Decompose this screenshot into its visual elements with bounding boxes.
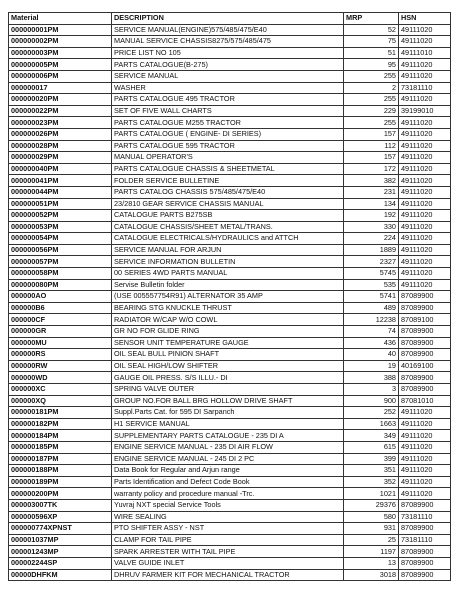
material-cell: 000000182PM — [9, 418, 112, 430]
material-cell: 000000187PM — [9, 453, 112, 465]
description-cell: PARTS CATALOGUE M255 TRACTOR — [112, 117, 344, 129]
material-cell: 000000053PM — [9, 221, 112, 233]
mrp-cell: 19 — [344, 360, 399, 372]
mrp-cell: 2327 — [344, 256, 399, 268]
description-cell: Servise Bulletin folder — [112, 279, 344, 291]
mrp-cell: 1197 — [344, 546, 399, 558]
description-cell: PARTS CATALOGUE ( ENGINE- DI SERIES) — [112, 128, 344, 140]
table-row — [9, 360, 451, 372]
table-row — [9, 268, 451, 280]
hsn-cell: 49111020 — [399, 418, 451, 430]
hsn-cell: 73181110 — [399, 511, 451, 523]
mrp-cell: 12238 — [344, 314, 399, 326]
hsn-cell: 87081010 — [399, 395, 451, 407]
mrp-cell: 75 — [344, 36, 399, 48]
mrp-cell: 74 — [344, 326, 399, 338]
description-cell: RADIATOR W/CAP W/O COWL — [112, 314, 344, 326]
hsn-cell: 49111020 — [399, 244, 451, 256]
mrp-cell: 51 — [344, 47, 399, 59]
hsn-cell: 49111020 — [399, 59, 451, 71]
table-row — [9, 372, 451, 384]
description-cell: SENSOR UNIT TEMPERATURE GAUGE — [112, 337, 344, 349]
hsn-cell: 49111010 — [399, 47, 451, 59]
mrp-cell: 615 — [344, 441, 399, 453]
table-row — [9, 534, 451, 546]
material-cell: 000000044PM — [9, 186, 112, 198]
description-cell: GROUP NO.FOR BALL BRG HOLLOW DRIVE SHAFT — [112, 395, 344, 407]
hsn-cell: 49111020 — [399, 163, 451, 175]
description-cell: PARTS CATALOG CHASSIS 575/485/475/E40 — [112, 186, 344, 198]
mrp-cell: 252 — [344, 407, 399, 419]
table-row — [9, 210, 451, 222]
table-row — [9, 430, 451, 442]
mrp-cell: 224 — [344, 233, 399, 245]
mrp-cell: 134 — [344, 198, 399, 210]
material-cell: 000000RS — [9, 349, 112, 361]
mrp-cell: 95 — [344, 59, 399, 71]
material-cell: 000001243MP — [9, 546, 112, 558]
mrp-cell: 352 — [344, 476, 399, 488]
hsn-cell: 49111020 — [399, 94, 451, 106]
material-cell: 000000058PM — [9, 268, 112, 280]
table-row — [9, 47, 451, 59]
description-cell: PARTS CATALOGUE CHASSIS & SHEETMETAL — [112, 163, 344, 175]
table-row — [9, 569, 451, 581]
material-cell: 000000RW — [9, 360, 112, 372]
material-cell: 000000057PM — [9, 256, 112, 268]
mrp-cell: 25 — [344, 534, 399, 546]
description-cell: PARTS CATALOGUE 595 TRACTOR — [112, 140, 344, 152]
mrp-cell: 349 — [344, 430, 399, 442]
mrp-cell: 388 — [344, 372, 399, 384]
mrp-cell: 580 — [344, 511, 399, 523]
material-cell: 000003007TK — [9, 499, 112, 511]
table-row — [9, 152, 451, 164]
description-cell: DHRUV FARMER KIT FOR MECHANICAL TRACTOR — [112, 569, 344, 581]
table-row — [9, 82, 451, 94]
description-cell: GR NO FOR GLIDE RING — [112, 326, 344, 338]
header-row — [9, 13, 451, 25]
hsn-cell: 87089100 — [399, 314, 451, 326]
description-cell: WASHER — [112, 82, 344, 94]
table-row — [9, 244, 451, 256]
hsn-cell: 49111020 — [399, 268, 451, 280]
mrp-cell: 535 — [344, 279, 399, 291]
description-cell: 23/2810 GEAR SERVICE CHASSIS MANUAL — [112, 198, 344, 210]
description-cell: CATALOGUE PARTS B275SB — [112, 210, 344, 222]
material-cell: 000000028PM — [9, 140, 112, 152]
mrp-cell: 436 — [344, 337, 399, 349]
hsn-cell: 49111020 — [399, 256, 451, 268]
table-row — [9, 499, 451, 511]
hsn-cell: 49111020 — [399, 430, 451, 442]
header-material: Material — [9, 13, 112, 25]
mrp-cell: 1663 — [344, 418, 399, 430]
hsn-cell: 39199010 — [399, 105, 451, 117]
mrp-cell: 255 — [344, 70, 399, 82]
description-cell: SET OF FIVE WALL CHARTS — [112, 105, 344, 117]
hsn-cell: 49111020 — [399, 488, 451, 500]
table-row — [9, 418, 451, 430]
mrp-cell: 5745 — [344, 268, 399, 280]
hsn-cell: 87089900 — [399, 523, 451, 535]
table-row — [9, 407, 451, 419]
table-row — [9, 337, 451, 349]
material-cell: 000000052PM — [9, 210, 112, 222]
hsn-cell: 49111020 — [399, 70, 451, 82]
mrp-cell: 900 — [344, 395, 399, 407]
table-row — [9, 546, 451, 558]
hsn-cell: 49111020 — [399, 128, 451, 140]
description-cell: PARTS CATALOGUE 495 TRACTOR — [112, 94, 344, 106]
table-body — [9, 24, 451, 581]
description-cell: SERVICE INFORMATION BULLETIN — [112, 256, 344, 268]
material-cell: 00000DHFKM — [9, 569, 112, 581]
header-description: DESCRIPTION — [112, 13, 344, 25]
material-cell: 000000188PM — [9, 465, 112, 477]
table-row — [9, 36, 451, 48]
table-row — [9, 476, 451, 488]
table-row — [9, 198, 451, 210]
mrp-cell: 3 — [344, 384, 399, 396]
description-cell: CATALOGUE CHASSIS/SHEET METAL/TRANS. — [112, 221, 344, 233]
table-row — [9, 221, 451, 233]
material-cell: 000000189PM — [9, 476, 112, 488]
hsn-cell: 49111020 — [399, 152, 451, 164]
hsn-cell: 87089900 — [399, 499, 451, 511]
mrp-cell: 229 — [344, 105, 399, 117]
price-list-table — [8, 12, 451, 581]
hsn-cell: 49111020 — [399, 279, 451, 291]
hsn-cell: 49111020 — [399, 117, 451, 129]
material-cell: 000000MU — [9, 337, 112, 349]
table-row — [9, 128, 451, 140]
hsn-cell: 73181110 — [399, 82, 451, 94]
description-cell: ENGINE SERVICE MANUAL - 245 DI 2 PC — [112, 453, 344, 465]
table-row — [9, 349, 451, 361]
mrp-cell: 52 — [344, 24, 399, 36]
table-row — [9, 105, 451, 117]
mrp-cell: 172 — [344, 163, 399, 175]
mrp-cell: 2 — [344, 82, 399, 94]
hsn-cell: 49111020 — [399, 441, 451, 453]
hsn-cell: 87089900 — [399, 546, 451, 558]
hsn-cell: 49111020 — [399, 407, 451, 419]
hsn-cell: 87089900 — [399, 302, 451, 314]
material-cell: 000000080PM — [9, 279, 112, 291]
table-row — [9, 291, 451, 303]
description-cell: (USE 005557754R91) ALTERNATOR 35 AMP — [112, 291, 344, 303]
material-cell: 000000XQ — [9, 395, 112, 407]
header-hsn: HSN — [399, 13, 451, 25]
hsn-cell: 49111020 — [399, 140, 451, 152]
description-cell: 00 SERIES 4WD PARTS MANUAL — [112, 268, 344, 280]
hsn-cell: 49111020 — [399, 233, 451, 245]
material-cell: 000000005PM — [9, 59, 112, 71]
material-cell: 000000B6 — [9, 302, 112, 314]
material-cell: 000000181PM — [9, 407, 112, 419]
material-cell: 000000XC — [9, 384, 112, 396]
description-cell: MANUAL SERVICE CHASSIS8275/575/485/475 — [112, 36, 344, 48]
table-row — [9, 279, 451, 291]
mrp-cell: 5741 — [344, 291, 399, 303]
description-cell: SERVICE MANUAL(ENGINE)575/485/475/E40 — [112, 24, 344, 36]
table-row — [9, 175, 451, 187]
table-row — [9, 94, 451, 106]
price-list-sheet — [8, 12, 450, 581]
material-cell: 000000029PM — [9, 152, 112, 164]
description-cell: SERVICE MANUAL FOR ARJUN — [112, 244, 344, 256]
material-cell: 000000GR — [9, 326, 112, 338]
description-cell: Yuvraj NXT special Service Tools — [112, 499, 344, 511]
table-row — [9, 557, 451, 569]
mrp-cell: 351 — [344, 465, 399, 477]
table-row — [9, 24, 451, 36]
description-cell: SPARK ARRESTER WITH TAIL PIPE — [112, 546, 344, 558]
material-cell: 000000185PM — [9, 441, 112, 453]
material-cell: 000000200PM — [9, 488, 112, 500]
hsn-cell: 87089900 — [399, 384, 451, 396]
material-cell: 000000017 — [9, 82, 112, 94]
mrp-cell: 231 — [344, 186, 399, 198]
material-cell: 000000AO — [9, 291, 112, 303]
description-cell: PRICE LIST NO 105 — [112, 47, 344, 59]
material-cell: 000000002PM — [9, 36, 112, 48]
hsn-cell: 87089900 — [399, 557, 451, 569]
table-row — [9, 233, 451, 245]
mrp-cell: 157 — [344, 152, 399, 164]
table-row — [9, 140, 451, 152]
material-cell: 000000040PM — [9, 163, 112, 175]
hsn-cell: 49111020 — [399, 465, 451, 477]
table-row — [9, 314, 451, 326]
description-cell: PTO SHIFTER ASSY - NST — [112, 523, 344, 535]
description-cell: H1 SERVICE MANUAL — [112, 418, 344, 430]
hsn-cell: 49111020 — [399, 175, 451, 187]
header-mrp: MRP — [344, 13, 399, 25]
hsn-cell: 40169100 — [399, 360, 451, 372]
description-cell: SUPPLEMENTARY PARTS CATALOGUE - 235 DI A — [112, 430, 344, 442]
description-cell: CATALOGUE ELECTRICALS/HYDRAULICS and ATTCH — [112, 233, 344, 245]
hsn-cell: 49111020 — [399, 221, 451, 233]
description-cell: WIRE SEALING — [112, 511, 344, 523]
table-row — [9, 302, 451, 314]
mrp-cell: 112 — [344, 140, 399, 152]
table-row — [9, 70, 451, 82]
material-cell: 000000020PM — [9, 94, 112, 106]
description-cell: Suppl.Parts Cat. for 595 DI Sarpanch — [112, 407, 344, 419]
hsn-cell: 87089900 — [399, 326, 451, 338]
material-cell: 000000001PM — [9, 24, 112, 36]
mrp-cell: 382 — [344, 175, 399, 187]
mrp-cell: 1021 — [344, 488, 399, 500]
material-cell: 000000056PM — [9, 244, 112, 256]
material-cell: 000000CF — [9, 314, 112, 326]
material-cell: 000000596XP — [9, 511, 112, 523]
table-row — [9, 384, 451, 396]
description-cell: Parts Identification and Defect Code Book — [112, 476, 344, 488]
material-cell: 000000006PM — [9, 70, 112, 82]
material-cell: 000000041PM — [9, 175, 112, 187]
mrp-cell: 399 — [344, 453, 399, 465]
material-cell: 000001037MP — [9, 534, 112, 546]
description-cell: CLAMP FOR TAIL PIPE — [112, 534, 344, 546]
table-row — [9, 441, 451, 453]
description-cell: SERVICE MANUAL — [112, 70, 344, 82]
mrp-cell: 13 — [344, 557, 399, 569]
mrp-cell: 157 — [344, 128, 399, 140]
table-row — [9, 511, 451, 523]
hsn-cell: 73181110 — [399, 534, 451, 546]
material-cell: 000000023PM — [9, 117, 112, 129]
mrp-cell: 1889 — [344, 244, 399, 256]
material-cell: 000002244SP — [9, 557, 112, 569]
hsn-cell: 87089900 — [399, 349, 451, 361]
mrp-cell: 931 — [344, 523, 399, 535]
material-cell: 000000051PM — [9, 198, 112, 210]
mrp-cell: 29376 — [344, 499, 399, 511]
hsn-cell: 49111020 — [399, 24, 451, 36]
table-row — [9, 395, 451, 407]
description-cell: VALVE GUIDE INLET — [112, 557, 344, 569]
mrp-cell: 192 — [344, 210, 399, 222]
hsn-cell: 49111020 — [399, 453, 451, 465]
table-row — [9, 256, 451, 268]
description-cell: warranty policy and procedure manual -Trc. — [112, 488, 344, 500]
table-row — [9, 59, 451, 71]
hsn-cell: 87089900 — [399, 569, 451, 581]
table-row — [9, 465, 451, 477]
table-row — [9, 326, 451, 338]
description-cell: ENGINE SERVICE MANUAL - 235 DI AIR FLOW — [112, 441, 344, 453]
hsn-cell: 49111020 — [399, 210, 451, 222]
description-cell: OIL SEAL HIGH/LOW SHIFTER — [112, 360, 344, 372]
mrp-cell: 40 — [344, 349, 399, 361]
material-cell: 000000774XPNST — [9, 523, 112, 535]
hsn-cell: 87089900 — [399, 337, 451, 349]
table-row — [9, 117, 451, 129]
mrp-cell: 255 — [344, 117, 399, 129]
mrp-cell: 255 — [344, 94, 399, 106]
table-row — [9, 163, 451, 175]
description-cell: GAUGE OIL PRESS. S/S ILLU.- DI — [112, 372, 344, 384]
hsn-cell: 87089900 — [399, 372, 451, 384]
table-row — [9, 488, 451, 500]
description-cell: OIL SEAL BULL PINION SHAFT — [112, 349, 344, 361]
mrp-cell: 3018 — [344, 569, 399, 581]
hsn-cell: 49111020 — [399, 186, 451, 198]
table-row — [9, 523, 451, 535]
description-cell: FOLDER SERVICE BULLETINE — [112, 175, 344, 187]
material-cell: 000000003PM — [9, 47, 112, 59]
table-row — [9, 186, 451, 198]
hsn-cell: 49111020 — [399, 198, 451, 210]
material-cell: 000000054PM — [9, 233, 112, 245]
hsn-cell: 87089900 — [399, 291, 451, 303]
hsn-cell: 49111020 — [399, 476, 451, 488]
material-cell: 000000026PM — [9, 128, 112, 140]
description-cell: SPRING VALVE OUTER — [112, 384, 344, 396]
mrp-cell: 330 — [344, 221, 399, 233]
hsn-cell: 49111020 — [399, 36, 451, 48]
material-cell: 000000022PM — [9, 105, 112, 117]
material-cell: 000000184PM — [9, 430, 112, 442]
mrp-cell: 489 — [344, 302, 399, 314]
table-row — [9, 453, 451, 465]
description-cell: BEARING STG KNUCKLE THRUST — [112, 302, 344, 314]
description-cell: MANUAL OPERATOR'S — [112, 152, 344, 164]
description-cell: PARTS CATALOGUE(B-275) — [112, 59, 344, 71]
description-cell: Data Book for Regular and Arjun range — [112, 465, 344, 477]
material-cell: 000000WD — [9, 372, 112, 384]
